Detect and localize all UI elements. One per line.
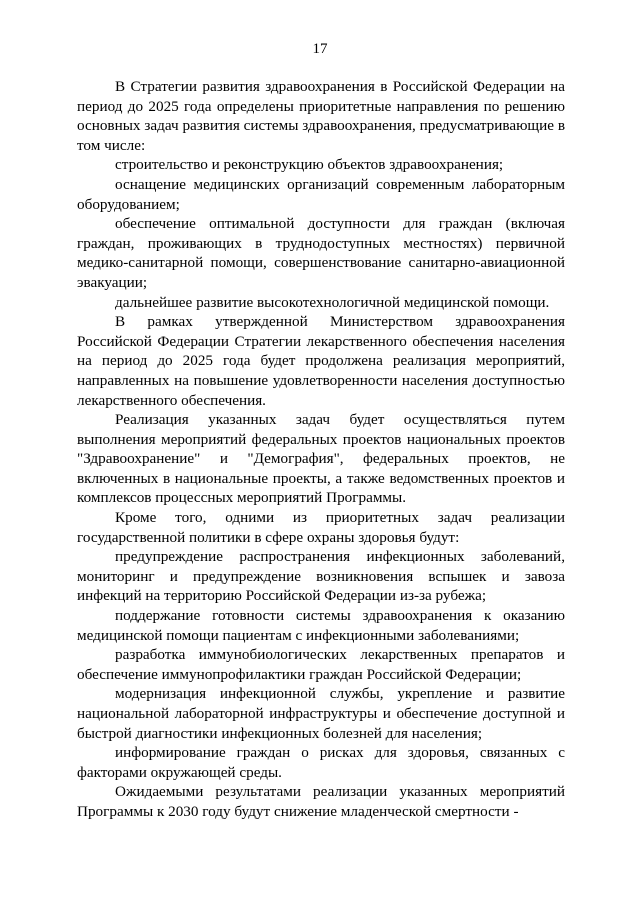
page-number: 17 — [312, 41, 328, 57]
list-item: строительство и реконструкцию объектов здравоохранения; — [115, 156, 504, 174]
list-item: оснащение медицинских организаций современным лабораторным оборудованием; — [77, 175, 565, 213]
list-item: информирование граждан о рисках для здоровья, связанных с факторами окружающей среды. — [77, 744, 565, 781]
list-item: поддержание готовности системы здравоохранения к оказанию медицинской помощи пациентам с инфекционными заболеваниями; — [77, 607, 565, 644]
paragraph: В Стратегии развития здравоохранения в Российской Федерации на период до 2025 года определены приоритетные направления по решению основных задач развития системы здравоохранения, предусматривающие в том числе: — [77, 78, 565, 154]
list-item: разработка иммунобиологических лекарственных препаратов и обеспечение иммунопрофилактики граждан Российской Федерации; — [77, 646, 565, 683]
paragraph: Ожидаемыми результатами реализации указанных мероприятий Программы к 2030 году будут снижение младенческой смертности - — [77, 783, 565, 820]
list-item: модернизация инфекционной службы, укрепление и развитие национальной лабораторной инфраструктуры и обеспечение доступной и быстрой диагностики инфекционных болезней для населения; — [77, 685, 565, 742]
document-body — [77, 77, 565, 822]
paragraph: В рамках утвержденной Министерством здравоохранения Российской Федерации Стратегии лекарственного обеспечения населения на период до 2025 года будет продолжена реализация мероприятий, направленных на повышение удовлетворенности населения доступностью лекарственного обеспечения. — [77, 313, 565, 409]
list-item: дальнейшее развитие высокотехнологичной медицинской помощи. — [115, 293, 550, 311]
list-item: предупреждение распространения инфекционных заболеваний, мониторинг и предупреждение возникновения вспышек и завоза инфекций на территорию Российской Федерации из-за рубежа; — [77, 548, 565, 605]
paragraph: Реализация указанных задач будет осуществляться путем выполнения мероприятий федеральных проектов национальных проектов "Здравоохранение" и "Демография", федеральных проектов, не включенных в национальные проекты, а также ведомственных проектов и комплексов процессных мероприятий Программы. — [77, 411, 565, 507]
paragraph: Кроме того, одними из приоритетных задач реализации государственной политики в сфере охраны здоровья будут: — [77, 509, 565, 546]
list-item: обеспечение оптимальной доступности для граждан (включая граждан, проживающих в труднодоступных местностях) первичной медико-санитарной помощи, совершенствование санитарно-авиационной эвакуации; — [77, 215, 565, 291]
